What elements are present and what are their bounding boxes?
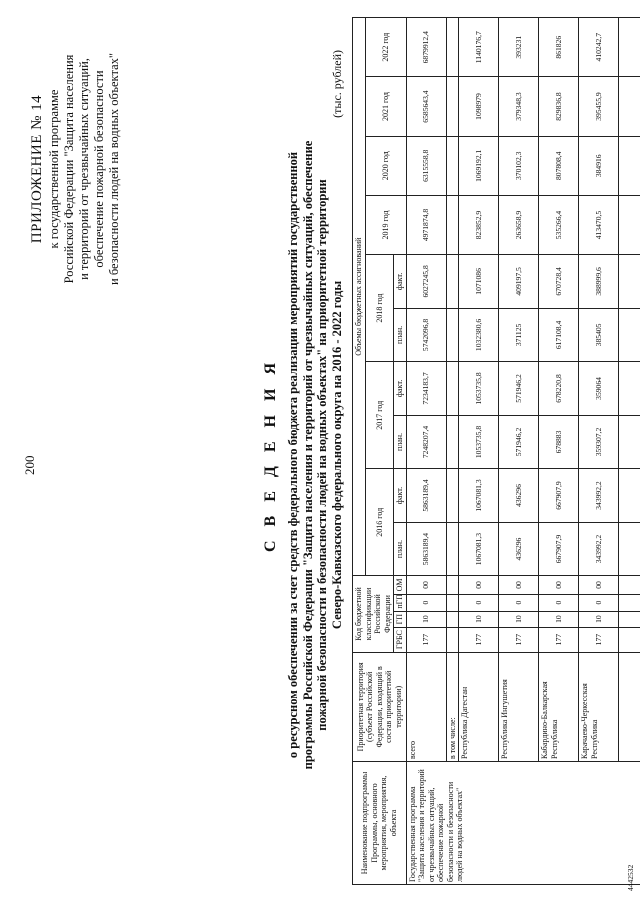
document-title: С В Е Д Е Н И Я [262,357,279,553]
value-cell-y2022: 393231 [499,18,539,77]
value-cell-p2017 [446,415,459,469]
appendix-line: к государственной программе [47,89,61,249]
value-cell-p2017: 1053735,8 [459,415,499,469]
territory-cell: в том числе: [446,652,459,761]
value-cell-y2021: 1098979 [459,77,499,136]
value-cell-y2019 [446,195,459,254]
title-block [262,75,344,835]
subtitle-line: Северо-Кавказского федерального округа на 2016 - 2022 годы [329,280,344,630]
value-cell-grbs: 177 [499,627,539,652]
value-cell-p2016: 1067081,3 [459,522,499,576]
appendix-block [30,34,122,304]
empty-cell [619,522,640,576]
table-row [446,18,459,885]
empty-cell [619,308,640,362]
value-cell-f2016: 667907,9 [539,469,579,523]
value-cell-p2018: 371125 [499,308,539,362]
empty-cell [619,362,640,416]
header-code-om: ОМ [394,576,407,594]
value-cell-f2018: 388999,6 [579,255,619,309]
header-plan: план. [394,522,407,576]
value-cell-om: 00 [499,576,539,594]
appendix-line: обеспечение пожарной безопасности [92,70,106,268]
empty-cell [619,652,640,761]
header-code-gp: ГП [394,611,407,627]
header-year-2021: 2021 год [365,77,406,136]
value-cell-y2022: 410242,7 [579,18,619,77]
value-cell-grbs: 177 [406,627,446,652]
subtitle-line: о ресурсном обеспечении за счет средств федерального бюджета реализации мероприятий государственной [286,151,300,759]
value-cell-p2017: 571946,2 [499,415,539,469]
header-plan: план. [394,415,407,469]
empty-cell [619,195,640,254]
value-cell-p2018 [446,308,459,362]
empty-cell [619,469,640,523]
header-year-2019: 2019 год [365,195,406,254]
value-cell-pgp: 0 [459,594,499,611]
table-row [459,18,499,885]
value-cell-p2018: 385405 [579,308,619,362]
header-year-2017: 2017 год [365,362,394,469]
table-row [579,18,619,885]
territory-cell: Кабардино-Балкарская Республика [539,652,579,761]
subtitle-line: программы Российской Федерации "Защита населения и территорий от чрезвычайных ситуаций, обеспечение [300,140,315,770]
header-volumes-group: Объемы бюджетных ассигнований [353,18,366,576]
empty-cell [619,255,640,309]
territory-cell: всего [406,652,446,761]
header-fact: факт. [394,255,407,309]
header-code-group: Код бюджетной классификации Российской Федерации [353,576,394,652]
value-cell-gp: 10 [579,611,619,627]
table-row-filler [619,18,640,885]
value-cell-y2021: 379348,3 [499,77,539,136]
table-row [499,18,539,885]
appendix-line: Российской Федерации "Защита населения [62,54,76,284]
header-fact: факт. [394,362,407,416]
header-name: Наименование подпрограммы Программы, основного мероприятия, мероприятия, объекта [353,761,407,884]
value-cell-y2020: 1069192,1 [459,136,499,195]
empty-cell [619,576,640,594]
value-cell-p2016: 667907,9 [539,522,579,576]
value-cell-y2019: 413470,5 [579,195,619,254]
territory-cell: Карачаево-Черкесская Республика [579,652,619,761]
value-cell-pgp: 0 [539,594,579,611]
value-cell-f2018: 409197,5 [499,255,539,309]
empty-cell [619,136,640,195]
value-cell-f2016: 1067081,3 [459,469,499,523]
funding-table [352,17,640,885]
value-cell-f2017: 359064 [579,362,619,416]
value-cell-y2022: 6879912,4 [406,18,446,77]
value-cell-grbs: 177 [459,627,499,652]
value-cell-y2019: 4971874,8 [406,195,446,254]
value-cell-p2018: 5742096,8 [406,308,446,362]
empty-cell [619,627,640,652]
value-cell-y2020: 384916 [579,136,619,195]
value-cell-p2016: 436296 [499,522,539,576]
table-row [539,18,579,885]
empty-cell [619,18,640,77]
value-cell-om: 00 [406,576,446,594]
header-territory: Приоритетная территория (субъект Российской Федерации, входящий в состав приоритетной территории) [353,652,407,761]
value-cell-y2022 [446,18,459,77]
value-cell-om [446,576,459,594]
page-number: 200 [22,455,37,475]
appendix-line: и территорий от чрезвычайных ситуаций, [77,58,91,280]
value-cell-f2017: 1053735,8 [459,362,499,416]
table-row [406,18,446,885]
value-cell-f2016: 436296 [499,469,539,523]
value-cell-p2016 [446,522,459,576]
value-cell-f2017: 7234183,7 [406,362,446,416]
header-code-pgp: пГП [394,594,407,611]
value-cell-p2016: 5863189,4 [406,522,446,576]
value-cell-om: 00 [539,576,579,594]
value-cell-y2022: 861826 [539,18,579,77]
appendix-title: ПРИЛОЖЕНИЕ № 14 [29,94,45,244]
empty-cell [619,594,640,611]
value-cell-gp: 10 [406,611,446,627]
value-cell-om: 00 [459,576,499,594]
value-cell-y2020: 370102,3 [499,136,539,195]
value-cell-y2020 [446,136,459,195]
value-cell-f2016: 5863189,4 [406,469,446,523]
program-name-cell: Государственная программа "Защита населения и территорий от чрезвычайных ситуаций, обеспечение пожарной безопасности и безопасности людей на водных объектах" [406,761,640,884]
header-year-2022: 2022 год [365,18,406,77]
empty-cell [619,415,640,469]
territory-cell: Республика Ингушетия [499,652,539,761]
value-cell-y2021: 6585643,4 [406,77,446,136]
value-cell-gp: 10 [539,611,579,627]
territory-cell: Республика Дагестан [459,652,499,761]
value-cell-gp: 10 [499,611,539,627]
document-code: 4442532 [626,864,635,891]
value-cell-grbs: 177 [539,627,579,652]
value-cell-pgp [446,594,459,611]
value-cell-f2016: 343992,2 [579,469,619,523]
value-cell-y2022: 1140176,7 [459,18,499,77]
empty-cell [619,77,640,136]
value-cell-f2018: 670728,4 [539,255,579,309]
value-cell-gp: 10 [459,611,499,627]
value-cell-y2019: 535266,4 [539,195,579,254]
appendix-line: и безопасности людей на водных объектах" [107,53,121,285]
header-plan: план. [394,308,407,362]
value-cell-pgp: 0 [579,594,619,611]
value-cell-y2020: 807808,4 [539,136,579,195]
value-cell-p2017: 359307,2 [579,415,619,469]
header-year-2020: 2020 год [365,136,406,195]
value-cell-pgp: 0 [406,594,446,611]
value-cell-om: 00 [579,576,619,594]
value-cell-y2021 [446,77,459,136]
value-cell-f2016 [446,469,459,523]
empty-cell [619,611,640,627]
value-cell-f2018: 6027245,8 [406,255,446,309]
value-cell-f2018 [446,255,459,309]
value-cell-p2018: 1032380,6 [459,308,499,362]
value-cell-f2017: 678220,8 [539,362,579,416]
header-year-2016: 2016 год [365,469,394,576]
value-cell-grbs: 177 [579,627,619,652]
value-cell-y2021: 829836,8 [539,77,579,136]
subtitle-line: пожарной безопасности и безопасности людей на водных объектах" на приоритетной территории [315,179,329,731]
value-cell-f2017 [446,362,459,416]
header-year-2018: 2018 год [365,255,394,362]
value-cell-p2017: 678883 [539,415,579,469]
table-body [406,18,640,885]
value-cell-f2017: 571946,2 [499,362,539,416]
value-cell-grbs [446,627,459,652]
value-cell-f2018: 1071086 [459,255,499,309]
value-cell-y2019: 823852,9 [459,195,499,254]
value-cell-y2020: 6315558,8 [406,136,446,195]
header-code-grbs: ГРБС [394,627,407,652]
value-cell-p2018: 617108,4 [539,308,579,362]
document-subtitle [286,75,344,835]
header-fact: факт. [394,469,407,523]
units-label: (тыс. рублей) [330,50,344,118]
value-cell-y2019: 263658,9 [499,195,539,254]
value-cell-pgp: 0 [499,594,539,611]
value-cell-gp [446,611,459,627]
value-cell-p2017: 7248207,4 [406,415,446,469]
value-cell-y2021: 395455,9 [579,77,619,136]
value-cell-p2016: 343992,2 [579,522,619,576]
